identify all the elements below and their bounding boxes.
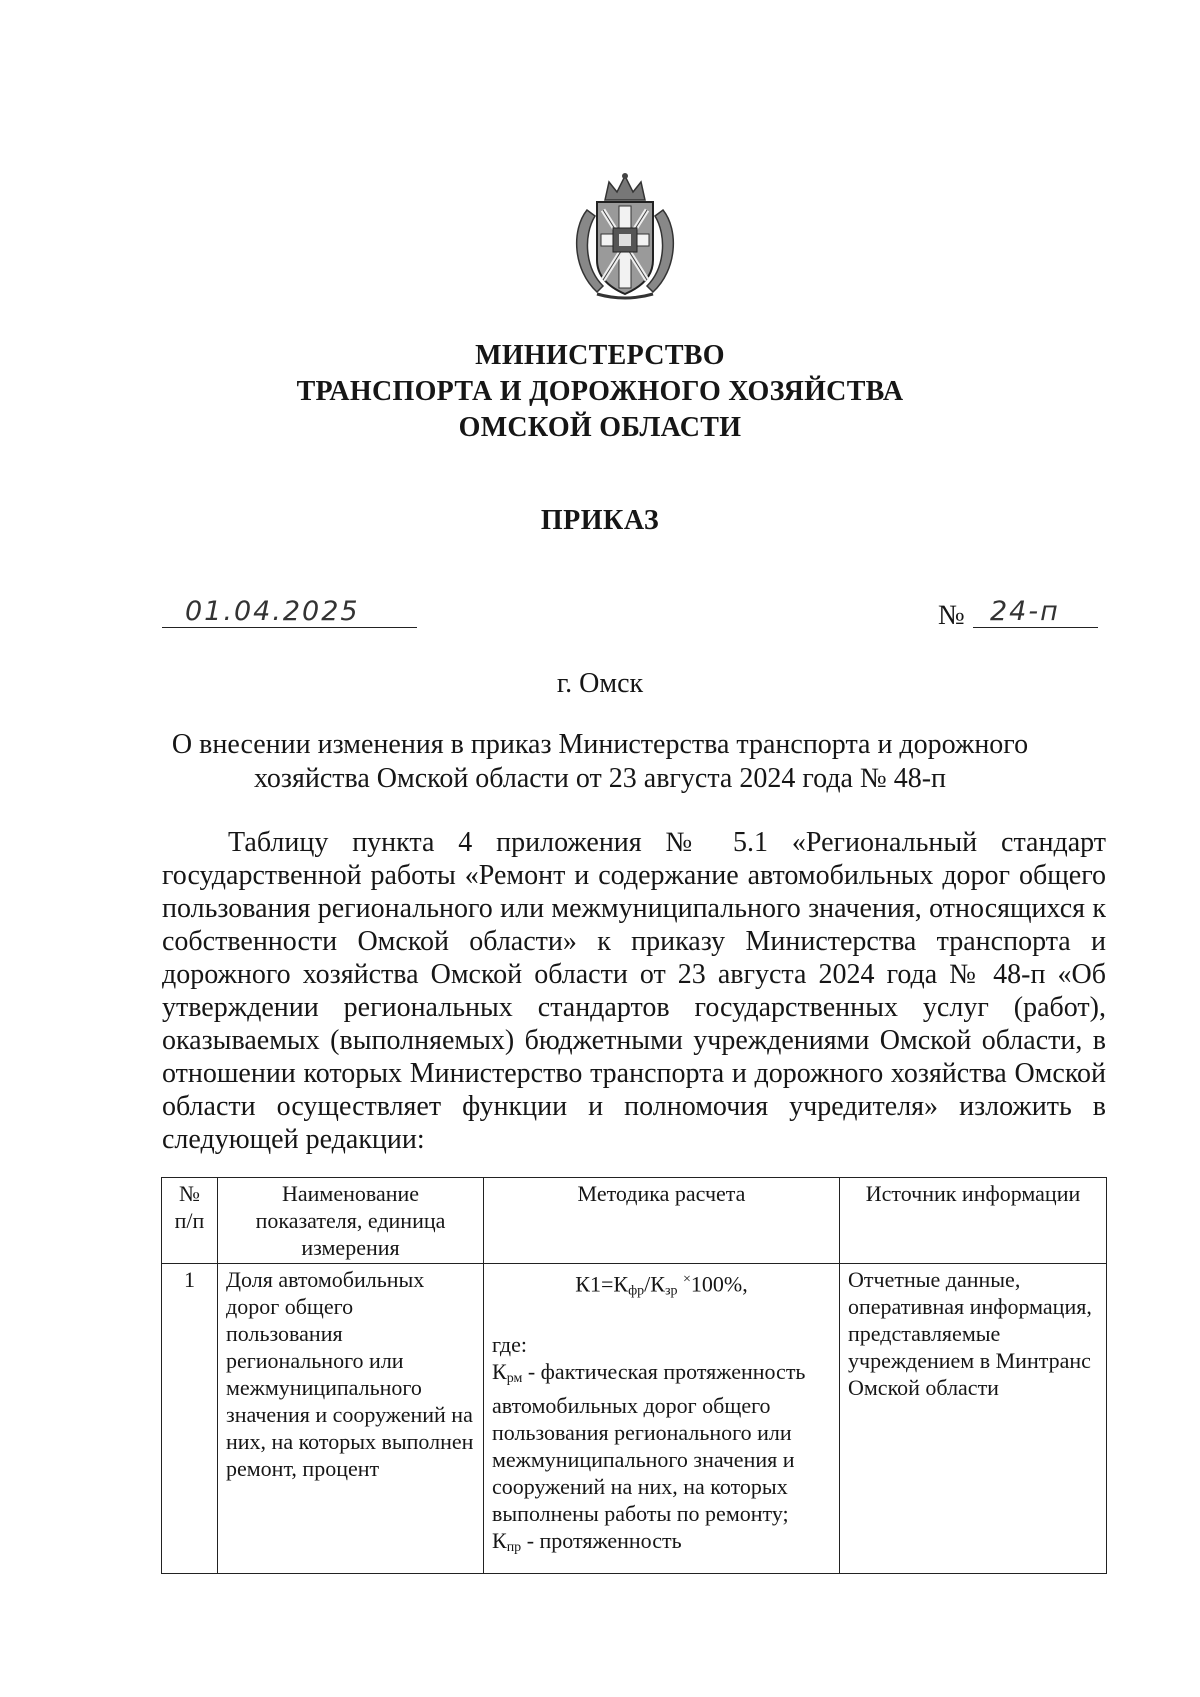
header-method: Методика расчета bbox=[484, 1178, 840, 1264]
header-indicator-name: Наименование показателя, единица измерения bbox=[218, 1178, 484, 1264]
ministry-line-3: ОМСКОЙ ОБЛАСТИ bbox=[458, 412, 742, 443]
row-indicator-name: Доля автомобильных дорог общего пользования регионального или межмуниципального значения и сооружений на них, на которых выполнен ремонт, процент bbox=[218, 1264, 484, 1574]
row-method bbox=[484, 1264, 840, 1574]
formula-sub-zr: зр bbox=[664, 1283, 678, 1299]
table-header-row bbox=[162, 1178, 1107, 1264]
subject-line-2: хозяйства Омской области от 23 августа 2024 года № 48-п bbox=[253, 763, 947, 794]
where-label: где: bbox=[492, 1332, 527, 1358]
definition-1-text: - фактическая протяженность автомобильных дорог общего пользования регионального или межмуниципального значения и сооружений на них, на которых выполнены работы по ремонту; bbox=[492, 1359, 806, 1527]
formula-sub-fr: фр bbox=[628, 1283, 645, 1299]
document-type-title: ПРИКАЗ bbox=[540, 505, 660, 536]
header-source: Источник информации bbox=[840, 1178, 1107, 1264]
body-paragraph: Таблицу пункта 4 приложения № 5.1 «Региональный стандарт государственной работы «Ремонт и содержание автомобильных дорог общего пользования регионального или межмуниципального значения, относящихся к собственности Омской области» к приказу Министерства транспорта и дорожного хозяйства Омской области от 23 августа 2024 года № 48-п «Об утверждении региональных стандартов государственных услуг (работ), оказываемых (выполняемых) бюджетными учреждениями Омской области, в отношении которых Министерство транспорта и дорожного хозяйства Омской области осуществляет функции и полномочия учредителя» изложить в следующей редакции: bbox=[162, 827, 1106, 1155]
definition-1-subscript: рм bbox=[506, 1371, 523, 1387]
formula bbox=[492, 1266, 831, 1304]
definition-1-symbol: К bbox=[492, 1359, 507, 1385]
formula-times: × bbox=[682, 1272, 691, 1287]
definition-1 bbox=[492, 1358, 831, 1527]
definition-2-text: - протяженность bbox=[521, 1528, 682, 1554]
city: г. Омск bbox=[556, 668, 644, 699]
table-row bbox=[162, 1264, 1107, 1574]
number-label: № bbox=[938, 600, 965, 631]
definition-2-subscript: пр bbox=[506, 1540, 522, 1556]
row-number: 1 bbox=[162, 1264, 218, 1574]
ministry-name bbox=[0, 338, 1200, 446]
header-number-line-1: № bbox=[179, 1181, 200, 1206]
ministry-line-2: ТРАНСПОРТА И ДОРОЖНОГО ХОЗЯЙСТВА bbox=[296, 376, 904, 407]
definition-2 bbox=[492, 1527, 831, 1561]
handwritten-date: 01.04.2025 bbox=[185, 596, 360, 627]
formula-percent: 100%, bbox=[690, 1271, 748, 1297]
coat-of-arms-icon bbox=[567, 170, 683, 300]
formula-k1: К1=К bbox=[575, 1271, 629, 1297]
subject-line-1: О внесении изменения в приказ Министерства транспорта и дорожного bbox=[171, 729, 1029, 760]
row-source: Отчетные данные, оперативная информация, представляемые учреждением в Минтранс Омской области bbox=[840, 1264, 1107, 1574]
definition-2-symbol: К bbox=[492, 1528, 507, 1554]
order-subject bbox=[150, 728, 1050, 796]
ministry-line-1: МИНИСТЕРСТВО bbox=[475, 340, 725, 371]
handwritten-number: 24-п bbox=[990, 596, 1060, 627]
header-number bbox=[162, 1178, 218, 1264]
header-number-line-2: п/п bbox=[174, 1208, 205, 1233]
omsk-coat-of-arms-emblem bbox=[567, 170, 683, 300]
formula-slash: /К bbox=[644, 1271, 665, 1297]
indicators-table bbox=[161, 1177, 1107, 1574]
